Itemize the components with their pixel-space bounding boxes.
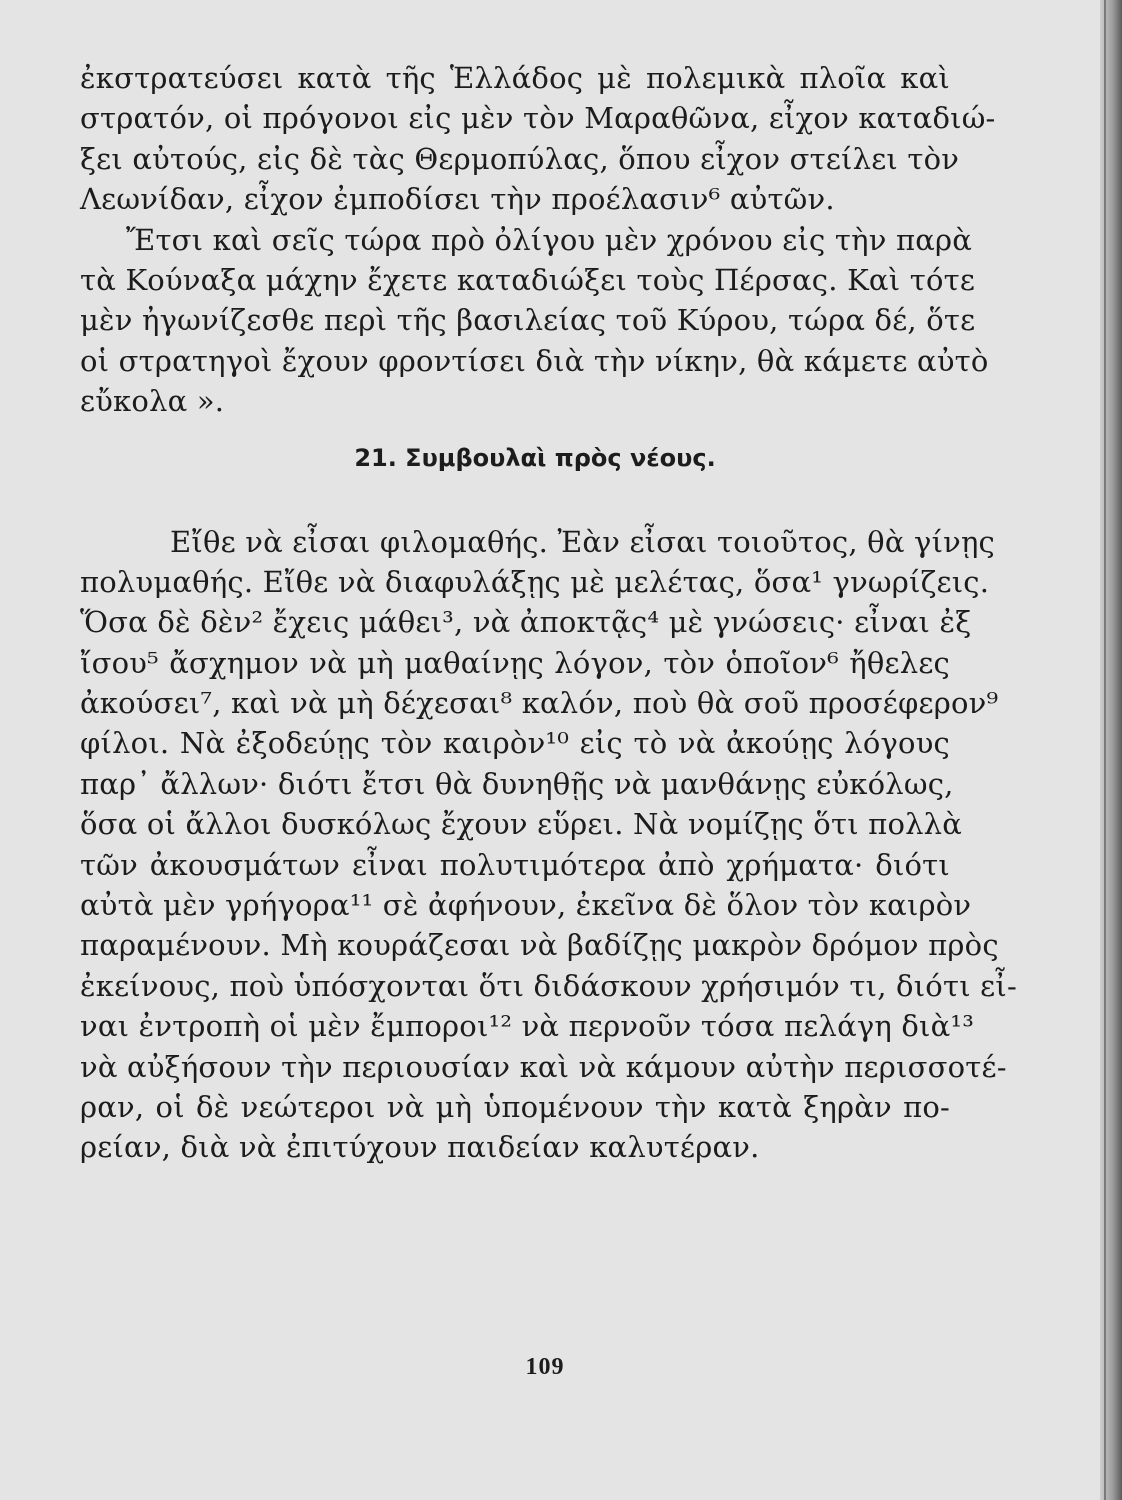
page-text [80, 58, 1017, 1168]
text-line: πολυμαθής. Εἴθε νὰ διαφυλάξῃς μὲ μελέτας, ὅσα¹ γνωρίζεις. [80, 564, 990, 599]
text-line: ἐκείνους, ποὺ ὑπόσχονται ὅτι διδάσκουν χρήσιμόν τι, διότι εἶ- [80, 968, 1017, 1003]
text-line: ξει αὐτούς, εἰς δὲ τὰς Θερμοπύλας, ὅπου εἶχον στείλει τὸν [80, 141, 960, 176]
text-line: ἴσου⁵ ἄσχημον νὰ μὴ μαθαίνῃς λόγον, τὸν ὁποῖον⁶ ἤθελες [80, 645, 950, 680]
section-heading: 21. Συμβουλαὶ πρὸς νέους. [354, 443, 716, 472]
text-line: παρ᾽ ἄλλων· διότι ἔτσι θὰ δυνηθῇς νὰ μανθάνῃς εὐκόλως, [80, 766, 954, 801]
text-line: Λεωνίδαν, εἶχον ἐμποδίσει τὴν προέλασιν⁶ αὐτῶν. [80, 182, 835, 217]
text-line: μὲν ἠγωνίζεσθε περὶ τῆς βασιλείας τοῦ Κύρου, τώρα δέ, ὅτε [80, 303, 976, 338]
text-line: στρατόν, οἱ πρόγονοι εἰς μὲν τὸν Μαραθῶνα, εἶχον καταδιώ- [80, 101, 996, 136]
text-line: παραμένουν. Μὴ κουράζεσαι νὰ βαδίζῃς μακρὸν δρόμον πρὸς [80, 928, 999, 963]
text-line: τῶν ἀκουσμάτων εἶναι πολυτιμότερα ἀπὸ χρήματα· διότι [80, 847, 950, 882]
text-line: ναι ἐντροπὴ οἱ μὲν ἔμποροι¹² νὰ περνοῦν τόσα πελάγη διὰ¹³ [80, 1009, 975, 1044]
page-binding-edge [1100, 0, 1122, 1500]
text-line: φίλοι. Νὰ ἐξοδεύῃς τὸν καιρὸν¹⁰ εἰς τὸ νὰ ἀκούῃς λόγους [80, 726, 950, 761]
text-line: ἐκστρατεύσει κατὰ τῆς Ἑλλάδος μὲ πολεμικὰ πλοῖα καὶ [80, 61, 950, 95]
text-line: ραν, οἱ δὲ νεώτεροι νὰ μὴ ὑπομένουν τὴν κατὰ ξηρὰν πο- [80, 1089, 950, 1124]
text-line: οἱ στρατηγοὶ ἔχουν φροντίσει διὰ τὴν νίκην, θὰ κάμετε αὐτὸ [80, 343, 989, 378]
text-line: τὰ Κούναξα μάχην ἔχετε καταδιώξει τοὺς Πέρσας. Καὶ τότε [80, 262, 976, 297]
text-line: Ἔτσι καὶ σεῖς τώρα πρὸ ὀλίγου μὲν χρόνου εἰς τὴν παρὰ [126, 222, 973, 257]
page-number: 109 [525, 1354, 565, 1380]
text-line: ἀκούσει⁷, καὶ νὰ μὴ δέχεσαι⁸ καλόν, ποὺ θὰ σοῦ προσέφερον⁹ [80, 686, 999, 721]
text-line: ὅσα οἱ ἄλλοι δυσκόλως ἔχουν εὕρει. Νὰ νομίζῃς ὅτι πολλὰ [80, 807, 963, 842]
text-line: νὰ αὐξήσουν τὴν περιουσίαν καὶ νὰ κάμουν αὐτὴν περισσοτέ- [80, 1049, 1007, 1084]
text-line: Εἴθε νὰ εἶσαι φιλομαθής. Ἐὰν εἶσαι τοιοῦτος, θὰ γίνῃς [170, 524, 995, 559]
text-line: ρείαν, διὰ νὰ ἐπιτύχουν παιδείαν καλυτέραν. [80, 1130, 760, 1165]
text-line: Ὅσα δὲ δὲν² ἔχεις μάθει³, νὰ ἀποκτᾷς⁴ μὲ γνώσεις· εἶναι ἐξ [80, 605, 972, 640]
text-line: αὐτὰ μὲν γρήγορα¹¹ σὲ ἀφήνουν, ἐκεῖνα δὲ ὅλον τὸν καιρὸν [80, 888, 972, 923]
text-line: εὔκολα ». [80, 384, 225, 419]
